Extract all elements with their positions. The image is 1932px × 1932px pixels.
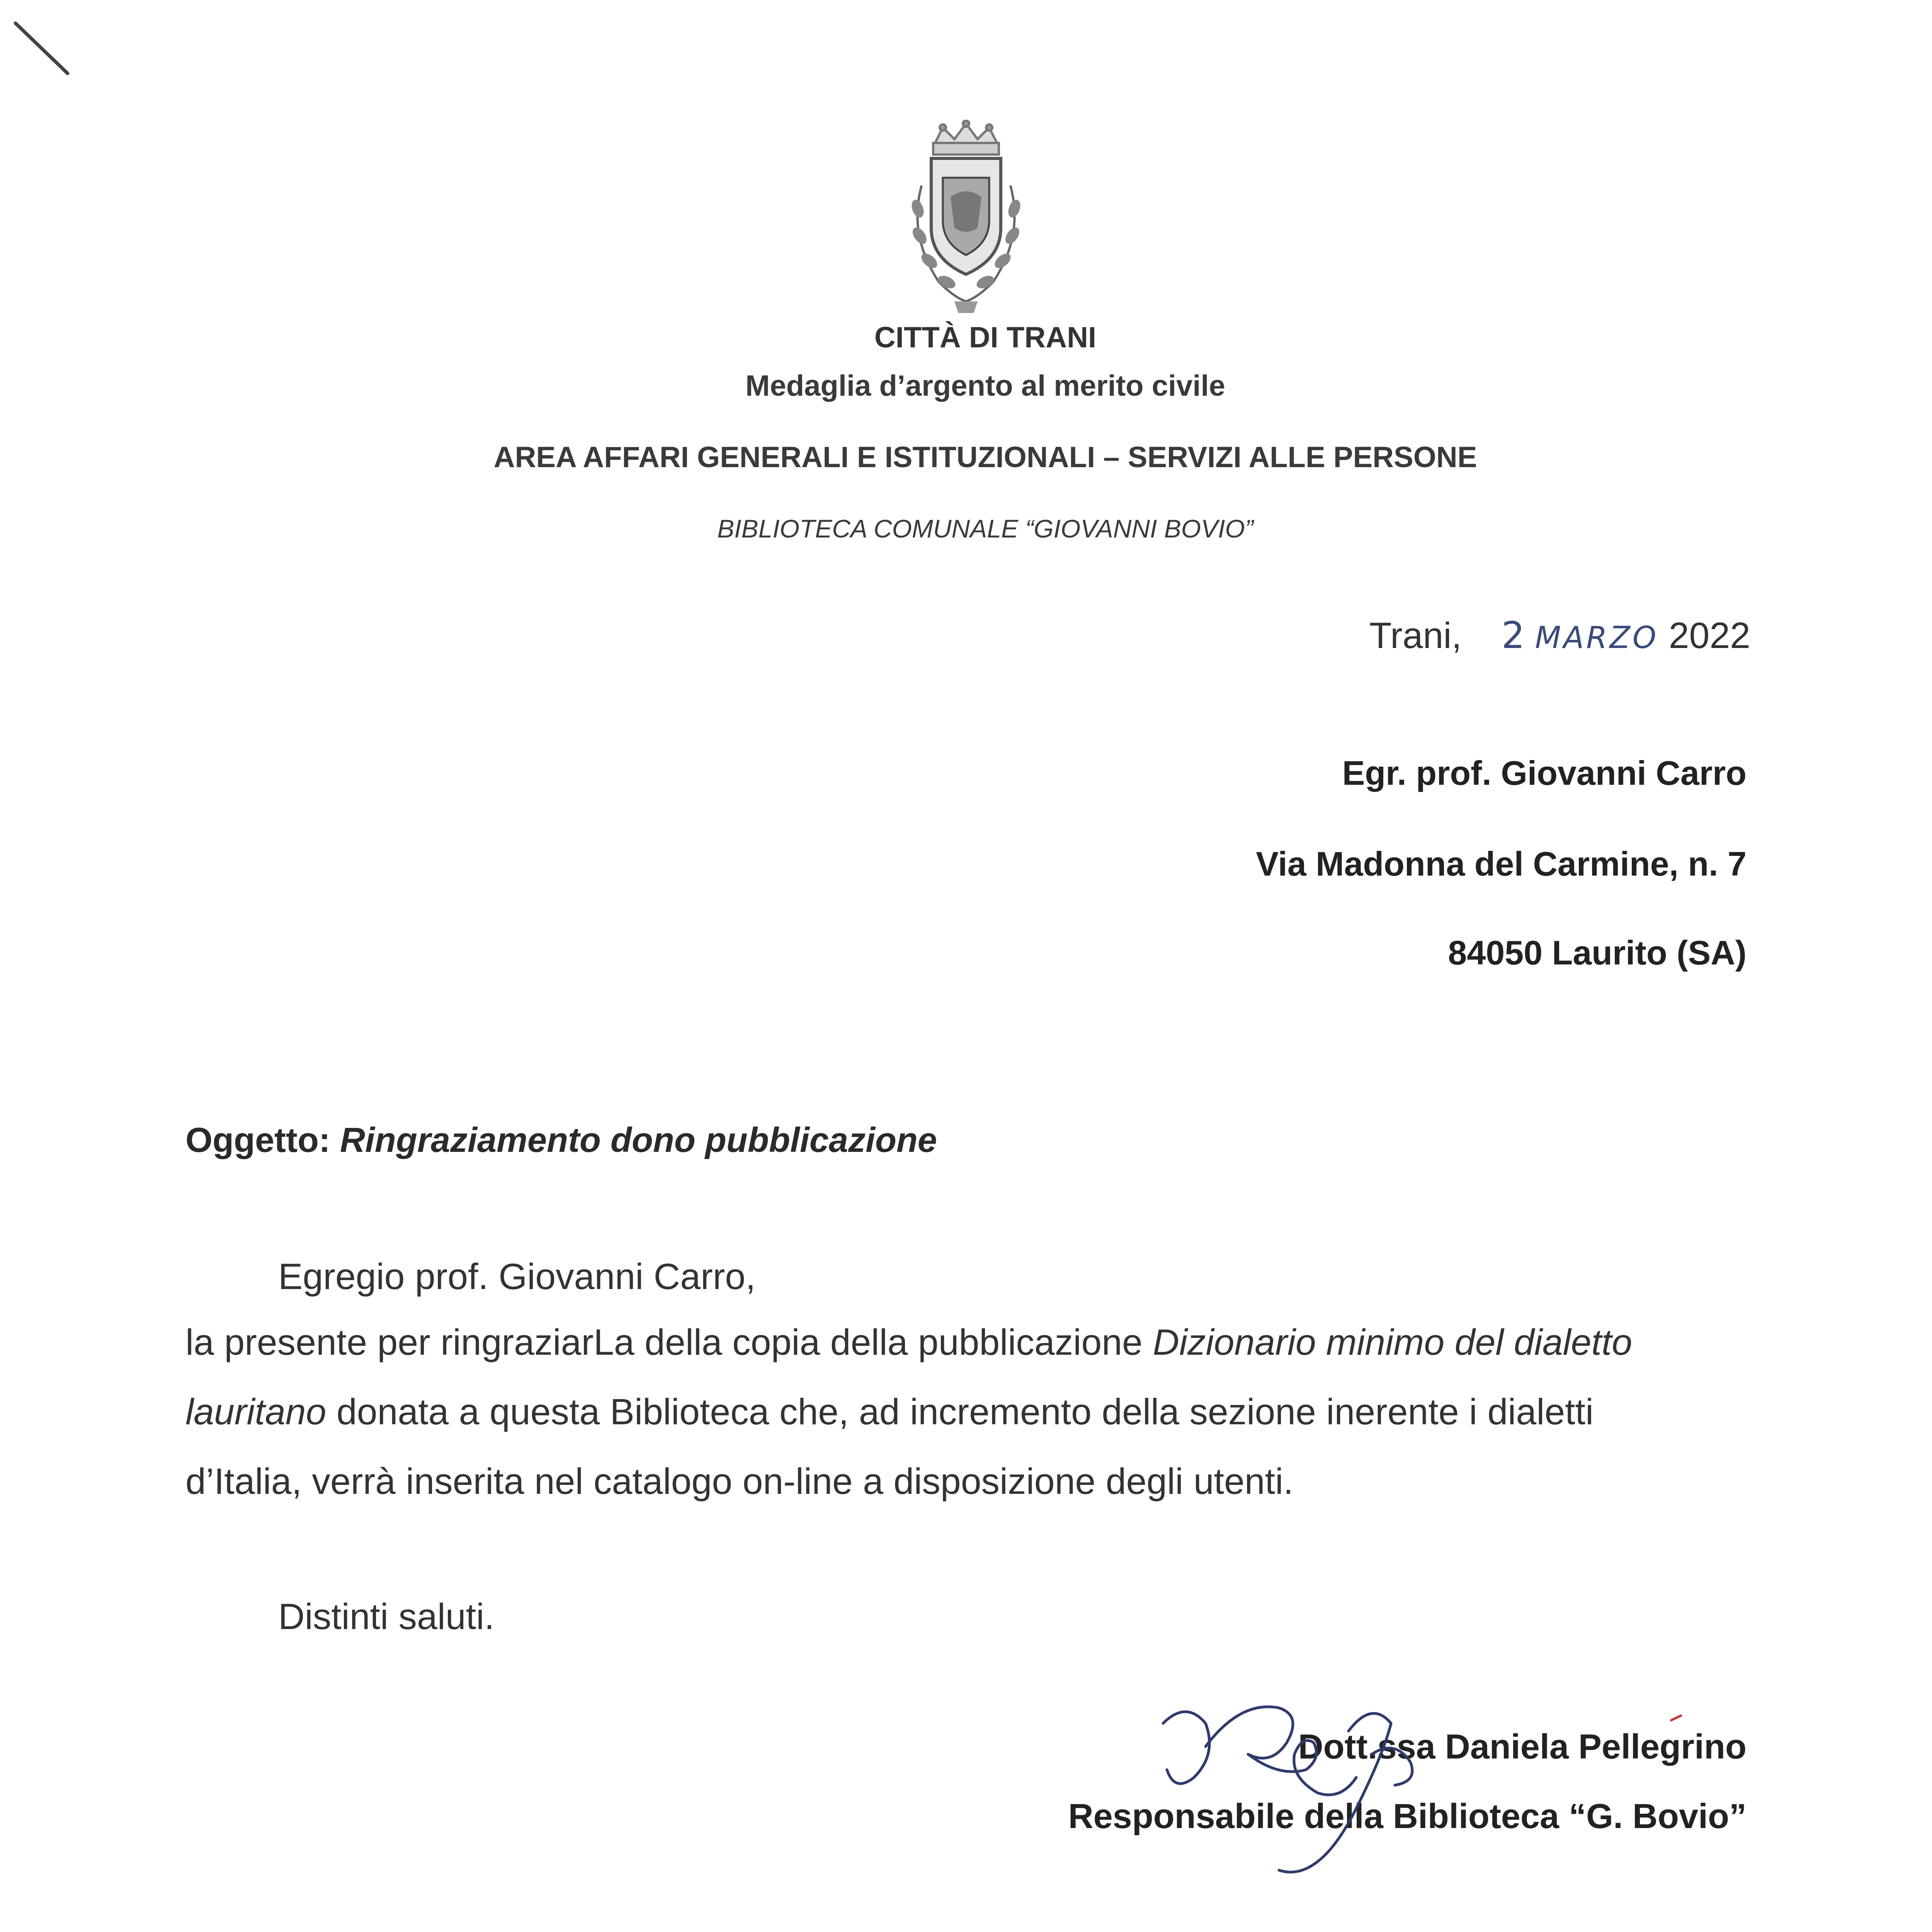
date-day: 2 [1501, 614, 1525, 657]
subject-label: Oggetto: [185, 1121, 330, 1160]
body-text-1: la presente per ringraziarLa della copia della pubblicazione [185, 1322, 1153, 1363]
signatory-name: Dott.ssa Daniela Pellegrino [1298, 1728, 1747, 1766]
stray-mark [8, 15, 77, 85]
date-year: 2022 [1668, 615, 1750, 656]
recipient-name: Egr. prof. Giovanni Carro [1342, 754, 1747, 792]
date-month-handwritten: MARZO [1535, 621, 1659, 655]
date-line [1369, 614, 1750, 657]
date-place: Trani, [1369, 615, 1462, 656]
handwritten-signature [1140, 1677, 1488, 1893]
salutation: Egregio prof. Giovanni Carro, [278, 1256, 756, 1297]
body-text-2: donata a questa Biblioteca che, ad incremento della sezione inerente i dialetti [326, 1391, 1594, 1432]
medal-line: Medaglia d’argento al merito civile [745, 369, 1225, 402]
signatory-role: Responsabile della Biblioteca “G. Bovio” [1068, 1797, 1747, 1836]
department-area: AREA AFFARI GENERALI E ISTITUZIONALI – SERVIZI ALLE PERSONE [493, 441, 1477, 474]
recipient-street: Via Madonna del Carmine, n. 7 [1256, 845, 1747, 883]
library-name: BIBLIOTECA COMUNALE “GIOVANNI BOVIO” [717, 514, 1253, 543]
recipient-city: 84050 Laurito (SA) [1448, 934, 1747, 972]
closing: Distinti saluti. [278, 1596, 495, 1637]
body-paragraph-line-2 [185, 1391, 1594, 1433]
coat-of-arms-emblem [885, 120, 1047, 321]
subject-text: Ringraziamento dono pubblicazione [340, 1121, 937, 1160]
body-paragraph-line-3: d’Italia, verrà inserita nel catalogo on-line a disposizione degli utenti. [185, 1461, 1294, 1502]
publication-title-1: Dizionario minimo del dialetto [1153, 1322, 1633, 1363]
subject-line [185, 1121, 937, 1160]
publication-title-2: lauritano [185, 1391, 327, 1432]
city-name: CITTÀ DI TRANI [874, 321, 1097, 354]
red-ink-mark [1669, 1712, 1685, 1723]
body-paragraph-line-1 [185, 1321, 1632, 1364]
